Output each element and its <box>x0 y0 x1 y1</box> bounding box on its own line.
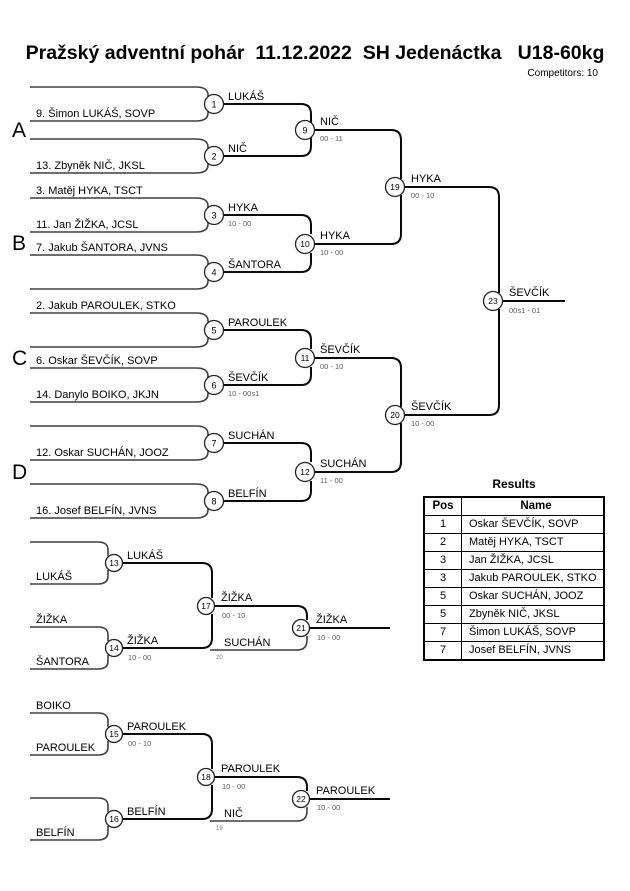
svg-text:8: 8 <box>211 496 217 507</box>
svg-text:2: 2 <box>211 151 217 162</box>
svg-text:3: 3 <box>211 210 217 221</box>
group-label-d: D <box>12 461 28 484</box>
feeder-match-ref: 19 <box>216 826 223 832</box>
match-4-circle <box>205 263 224 282</box>
match-22-winner: PAROULEK <box>316 785 376 797</box>
match-22-circle <box>293 791 310 808</box>
svg-text:14: 14 <box>109 643 119 654</box>
repechage-bracket-2 <box>30 700 390 840</box>
feeder-name-nic: NIČ <box>224 808 243 820</box>
svg-text:18: 18 <box>201 772 211 783</box>
match-19-score: 00 - 10 <box>411 191 435 200</box>
results-table <box>423 496 605 661</box>
results-panel <box>423 477 605 661</box>
svg-text:23: 23 <box>488 296 498 307</box>
match-14-circle <box>106 640 123 657</box>
table-row <box>424 570 604 588</box>
match-7-circle <box>205 434 224 453</box>
match-21-circle <box>293 620 310 637</box>
match-8-circle <box>205 492 224 511</box>
table-row <box>424 642 604 661</box>
match-15-circle <box>106 726 123 743</box>
results-header-pos: Pos <box>424 497 462 516</box>
table-row <box>424 588 604 606</box>
results-header-row <box>424 497 604 516</box>
match-20-circle <box>386 406 405 425</box>
match-20-score: 10 - 00 <box>411 419 435 428</box>
result-name: Jakub PAROULEK, STKO <box>462 570 605 588</box>
match-13-winner-line <box>123 563 212 598</box>
match-11-score: 00 - 10 <box>320 362 344 371</box>
result-pos: 5 <box>424 606 462 624</box>
match-15-winner: PAROULEK <box>127 721 187 733</box>
result-pos: 7 <box>424 624 462 642</box>
svg-text:10: 10 <box>300 239 310 250</box>
match-6-score: 10 - 00s1 <box>228 389 260 398</box>
competitor-name: 14. Danylo BOIKO, JKJN <box>36 389 159 401</box>
match-12-winner: SUCHÁN <box>320 458 367 470</box>
match-23-circle <box>484 292 503 311</box>
match-18-circle <box>198 769 215 786</box>
match-19-circle <box>386 178 405 197</box>
match-6-winner: ŠEVČÍK <box>228 372 269 384</box>
match-12-score: 11 - 00 <box>320 476 343 485</box>
result-name: Josef BELFÍN, JVNS <box>462 642 605 661</box>
svg-text:22: 22 <box>296 794 306 805</box>
match-17-score: 00 - 10 <box>222 611 246 620</box>
match-4-winner: ŠANTORA <box>228 259 281 271</box>
match-10-circle <box>296 235 315 254</box>
match-13-circle <box>106 555 123 572</box>
match-19-winner-line <box>405 187 499 293</box>
match-21-score: 10 - 00 <box>317 633 341 642</box>
competitor-name: BOIKO <box>36 700 71 712</box>
match-18-score: 10 - 00 <box>222 782 246 791</box>
table-row <box>424 534 604 552</box>
match-2-winner: NIČ <box>228 143 247 155</box>
svg-text:9: 9 <box>302 125 308 136</box>
match-21-winner: ŽIŽKA <box>316 614 348 626</box>
pair-lines-4 <box>30 255 208 289</box>
match-5-winner-line <box>224 330 311 349</box>
feeder-match-ref: 20 <box>216 655 223 661</box>
result-pos: 7 <box>424 642 462 661</box>
match-1-winner: LUKÁŠ <box>228 91 265 103</box>
match-17-circle <box>198 598 215 615</box>
match-3-winner: HYKA <box>228 202 258 214</box>
table-row <box>424 624 604 642</box>
match-11-circle <box>296 349 315 368</box>
competitor-name: ŠANTORA <box>36 656 89 668</box>
match-1-circle <box>205 95 224 114</box>
table-row <box>424 552 604 570</box>
svg-text:1: 1 <box>211 99 217 110</box>
match-19-winner: HYKA <box>411 173 441 185</box>
svg-text:7: 7 <box>211 438 217 449</box>
match-3-circle <box>205 206 224 225</box>
competitor-name: 13. Zbyněk NIČ, JKSL <box>36 160 145 172</box>
feeder-name-suchan: SUCHÁN <box>224 637 271 649</box>
competitors-count: Competitors: 10 <box>527 68 598 79</box>
svg-text:17: 17 <box>201 601 211 612</box>
match-23-winner: ŠEVČÍK <box>509 287 550 299</box>
svg-text:19: 19 <box>390 182 400 193</box>
svg-text:21: 21 <box>296 623 306 634</box>
competitor-name: 7. Jakub ŠANTORA, JVNS <box>36 242 168 254</box>
svg-text:12: 12 <box>300 467 310 478</box>
match-20-winner: ŠEVČÍK <box>411 401 452 413</box>
match-12-circle <box>296 463 315 482</box>
match-9-score: 00 - 11 <box>320 134 343 143</box>
competitor-name: LUKÁŠ <box>36 571 73 583</box>
match-14-winner: ŽIŽKA <box>127 635 159 647</box>
page-title: Pražský adventní pohár 11.12.2022 SH Jedenáctka U18-60kg <box>25 42 605 64</box>
results-title: Results <box>492 477 536 491</box>
match-8-winner: BELFÍN <box>228 488 267 500</box>
match-6-circle <box>205 376 224 395</box>
result-pos: 3 <box>424 570 462 588</box>
result-name: Jan ŽIŽKA, JCSL <box>462 552 605 570</box>
result-name: Matěj HYKA, TSCT <box>462 534 605 552</box>
match-11-winner: ŠEVČÍK <box>320 344 361 356</box>
match-22-score: 10 - 00 <box>317 803 341 812</box>
result-pos: 1 <box>424 516 462 534</box>
result-pos: 3 <box>424 552 462 570</box>
match-7-winner-line <box>224 443 311 462</box>
match-2-circle <box>205 147 224 166</box>
pair-lines-5 <box>30 313 208 347</box>
competitor-name: ŽIŽKA <box>36 614 68 626</box>
svg-text:15: 15 <box>109 729 119 740</box>
result-name: Oskar ŠEVČÍK, SOVP <box>462 516 605 534</box>
main-bracket <box>12 87 565 518</box>
competitor-name: 12. Oskar SUCHÁN, JOOZ <box>36 447 169 459</box>
svg-text:20: 20 <box>390 410 400 421</box>
match-5-winner: PAROULEK <box>228 317 288 329</box>
match-14-score: 10 - 00 <box>128 653 152 662</box>
svg-text:6: 6 <box>211 380 217 391</box>
table-row <box>424 516 604 534</box>
match-13-winner: LUKÁŠ <box>127 550 164 562</box>
group-label-c: C <box>12 347 28 370</box>
match-3-score: 10 - 00 <box>228 219 252 228</box>
svg-text:4: 4 <box>211 267 217 278</box>
svg-text:13: 13 <box>109 558 119 569</box>
result-name: Oskar SUCHÁN, JOOZ <box>462 588 605 606</box>
competitor-name: 16. Josef BELFÍN, JVNS <box>36 505 157 517</box>
match-10-winner: HYKA <box>320 230 350 242</box>
match-20-winner-line <box>405 309 499 415</box>
group-label-a: A <box>12 119 27 142</box>
competitor-name: BELFÍN <box>36 827 75 839</box>
result-name: Zbyněk NIČ, JKSL <box>462 606 605 624</box>
repechage-bracket-1 <box>30 542 390 669</box>
result-pos: 2 <box>424 534 462 552</box>
svg-text:16: 16 <box>109 814 119 825</box>
match-23-score: 00s1 - 01 <box>509 306 541 315</box>
match-18-winner: PAROULEK <box>221 763 281 775</box>
result-pos: 5 <box>424 588 462 606</box>
match-7-winner: SUCHÁN <box>228 430 275 442</box>
group-label-b: B <box>12 232 27 255</box>
table-row <box>424 606 604 624</box>
svg-text:11: 11 <box>300 353 310 364</box>
results-header-name: Name <box>462 497 605 516</box>
competitor-name: 9. Šimon LUKÁŠ, SOVP <box>36 108 156 120</box>
competitor-name: 2. Jakub PAROULEK, STKO <box>36 300 176 312</box>
match-5-circle <box>205 321 224 340</box>
match-1-winner-line <box>224 104 311 123</box>
match-17-winner: ŽIŽKA <box>221 592 253 604</box>
competitor-name: 3. Matěj HYKA, TSCT <box>36 185 143 197</box>
result-name: Šimon LUKÁŠ, SOVP <box>462 624 605 642</box>
match-16-winner: BELFÍN <box>127 806 166 818</box>
competitor-name: PAROULEK <box>36 742 96 754</box>
competitor-name: 6. Oskar ŠEVČÍK, SOVP <box>36 355 158 367</box>
competitor-name: 11. Jan ŽIŽKA, JCSL <box>36 219 139 231</box>
svg-text:5: 5 <box>211 325 217 336</box>
match-16-circle <box>106 811 123 828</box>
match-10-score: 10 - 00 <box>320 248 344 257</box>
match-15-score: 00 - 10 <box>128 739 152 748</box>
match-9-winner: NIČ <box>320 116 339 128</box>
match-9-circle <box>296 121 315 140</box>
